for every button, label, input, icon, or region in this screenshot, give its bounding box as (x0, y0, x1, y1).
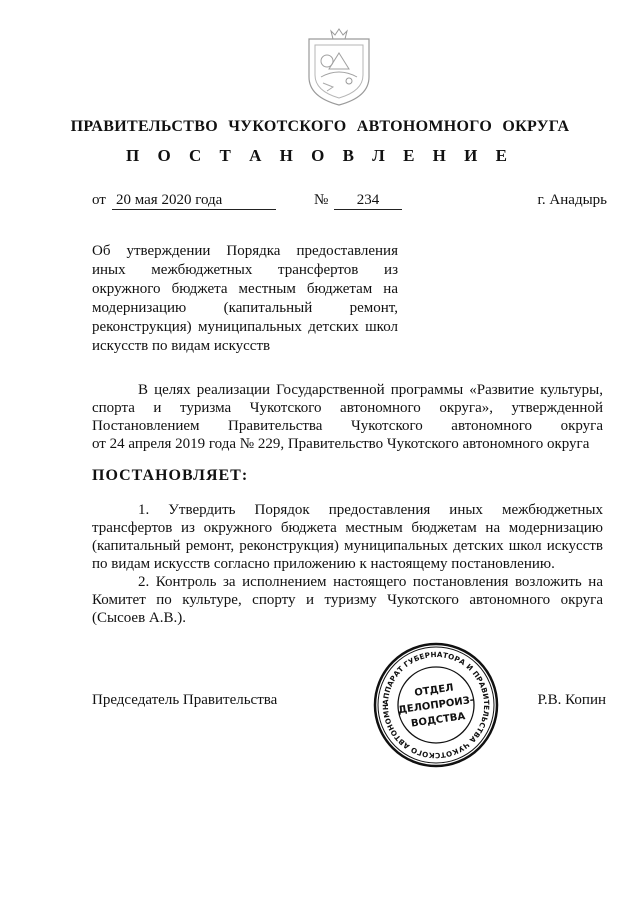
number-label: № (314, 192, 329, 208)
decree-heading: ПОСТАНОВЛЯЕТ: (92, 467, 249, 484)
document-number: 234 (334, 192, 402, 210)
signatory-name: Р.В. Копин (537, 692, 606, 708)
item-2 (92, 573, 603, 627)
city: г. Анадырь (537, 192, 607, 208)
preamble-line: В целях реализации Государственной программы «Развитие культуры, (138, 382, 603, 398)
item-1-line: (капитальный ремонт, реконструкция) муниципальных детских школ искусств (92, 538, 603, 554)
stamp-center-line: ОТДЕЛ (413, 682, 455, 699)
stamp-ring-text: АППАРАТ ГУБЕРНАТОРА И ПРАВИТЕЛЬСТВА ЧУКОТСКОГО АВТОНОМН (380, 649, 492, 761)
item-1-line: трансфертов из окружного бюджета местным бюджетам на модернизацию (92, 520, 603, 536)
signatory-position: Председатель Правительства (92, 692, 278, 708)
coat-of-arms-emblem (303, 25, 375, 107)
subject-line: окружного бюджета местным бюджетам на (92, 281, 398, 297)
item-2-line: Комитет по культуре, спорту и туризму Чукотского автономного округа (92, 592, 603, 608)
office-stamp (372, 641, 500, 769)
subject-line: иных межбюджетных трансфертов из (92, 262, 398, 278)
document-date: 20 мая 2020 года (112, 192, 276, 210)
stamp-center-line: ВОДСТВА (410, 711, 466, 730)
preamble-line: Постановлением Правительства Чукотского автономного округа (92, 418, 603, 434)
item-1-line: по видам искусств согласно приложению к настоящему постановлению. (92, 556, 555, 572)
date-number-row (92, 192, 607, 212)
item-1 (92, 501, 603, 573)
item-1-line: 1. Утвердить Порядок предоставления иных межбюджетных (138, 502, 603, 518)
organization-title: ПРАВИТЕЛЬСТВО ЧУКОТСКОГО АВТОНОМНОГО ОКРУГА (70, 118, 570, 135)
subject-line: Об утверждении Порядка предоставления (92, 243, 398, 259)
preamble-line: спорта и туризма Чукотского автономного округа», утвержденной (92, 400, 603, 416)
subject-block (92, 242, 398, 356)
document-type-heading: П О С Т А Н О В Л Е Н И Е (126, 146, 514, 165)
stamp-center-line: ДЕЛОПРОИЗ- (397, 694, 475, 717)
subject-line: модернизацию (капитальный ремонт, (92, 300, 398, 316)
item-2-line: (Сысоев А.В.). (92, 610, 186, 626)
from-label: от (92, 192, 106, 208)
item-2-line: 2. Контроль за исполнением настоящего постановления возложить на (138, 574, 603, 590)
subject-line: искусств по видам искусств (92, 338, 271, 354)
subject-line: реконструкция) муниципальных детских школ (92, 319, 398, 335)
preamble-line: от 24 апреля 2019 года № 229, Правительство Чукотского автономного округа (92, 436, 590, 452)
preamble (92, 381, 603, 453)
